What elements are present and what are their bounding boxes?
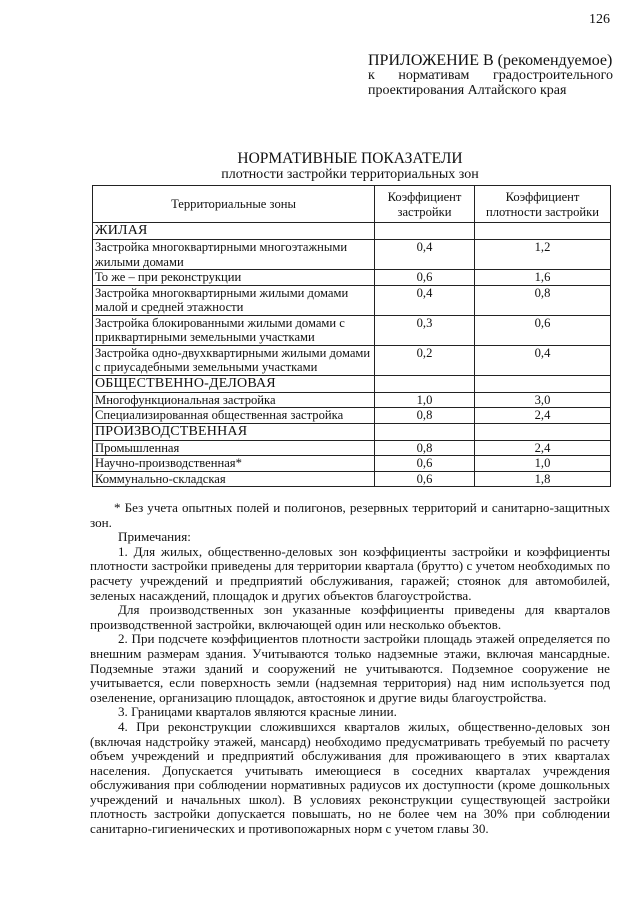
table-header-row bbox=[93, 186, 611, 223]
document-title bbox=[95, 150, 605, 182]
section-row bbox=[93, 375, 611, 392]
coef-density-cell: 3,0 bbox=[475, 392, 611, 408]
table-row bbox=[93, 315, 611, 345]
table-row bbox=[93, 270, 611, 286]
appendix-heading bbox=[368, 52, 613, 98]
note-paragraph: Для производственных зон указанные коэффициенты приведены для кварталов производственной застройки, включающей один или несколько объектов. bbox=[90, 602, 610, 632]
coef-density-cell: 0,8 bbox=[475, 285, 611, 315]
section-row bbox=[93, 223, 611, 240]
table-row bbox=[93, 408, 611, 424]
coef-building-cell: 1,0 bbox=[375, 392, 475, 408]
zone-cell: Застройка многоквартирными многоэтажными жилыми домами bbox=[93, 240, 375, 270]
coef-building-cell: 0,2 bbox=[375, 345, 475, 375]
coef-density-cell: 2,4 bbox=[475, 408, 611, 424]
coef-building-cell: 0,4 bbox=[375, 240, 475, 270]
table-row bbox=[93, 392, 611, 408]
section-name: ОБЩЕСТВЕННО-ДЕЛОВАЯ bbox=[93, 375, 375, 392]
coef-building-cell: 0,6 bbox=[375, 270, 475, 286]
zone-cell: Многофункциональная застройка bbox=[93, 392, 375, 408]
zone-cell: Промышленная bbox=[93, 440, 375, 456]
table-row bbox=[93, 285, 611, 315]
appendix-subtitle-line2: проектирования Алтайского края bbox=[368, 83, 567, 98]
zone-cell: Научно-производственная* bbox=[93, 456, 375, 472]
table-row bbox=[93, 440, 611, 456]
zone-cell: Застройка многоквартирными жилыми домами малой и средней этажности bbox=[93, 285, 375, 315]
coef-density-cell: 1,2 bbox=[475, 240, 611, 270]
notes-heading: Примечания: bbox=[118, 529, 191, 545]
header-zone: Территориальные зоны bbox=[93, 186, 375, 223]
appendix-subtitle-line1: к нормативам градостроительного bbox=[368, 68, 613, 83]
zone-cell: Коммунально-складская bbox=[93, 471, 375, 487]
coef-density-cell: 0,6 bbox=[475, 315, 611, 345]
zone-cell: Застройка блокированными жилыми домами с приквартирными земельными участками bbox=[93, 315, 375, 345]
zone-cell: Застройка одно-двухквартирными жилыми домами с приусадебными земельными участками bbox=[93, 345, 375, 375]
coef-density-cell: 2,4 bbox=[475, 440, 611, 456]
coef-building-cell: 0,8 bbox=[375, 440, 475, 456]
table-row bbox=[93, 345, 611, 375]
coef-building-cell: 0,6 bbox=[375, 471, 475, 487]
coef-building-cell: 0,8 bbox=[375, 408, 475, 424]
table-row bbox=[93, 471, 611, 487]
norms-table bbox=[92, 185, 611, 487]
table-row bbox=[93, 456, 611, 472]
header-coef-density: Коэффициент плотности застройки bbox=[475, 186, 611, 223]
coef-building-cell: 0,3 bbox=[375, 315, 475, 345]
coef-density-cell: 1,0 bbox=[475, 456, 611, 472]
notes-block bbox=[90, 501, 610, 837]
coef-density-cell: 1,8 bbox=[475, 471, 611, 487]
note-paragraph: 2. При подсчете коэффициентов плотности застройки площадь этажей определяется по внешним размерам здания. Учитываются только надземные этажи, включая мансардные. Подземные этажи зданий и сооружений не учитываются. Подземное сооружение не учитывается, если поверхность земли (надземная территория) над ним используется под озеленение, организацию площадок, автостоянок и другие виды благоустройства. bbox=[90, 631, 610, 705]
zone-cell: То же – при реконструкции bbox=[93, 270, 375, 286]
footnote: * Без учета опытных полей и полигонов, резервных территорий и санитарно-защитных зон. bbox=[90, 500, 610, 530]
coef-density-cell: 0,4 bbox=[475, 345, 611, 375]
header-coef-building: Коэффициент застройки bbox=[375, 186, 475, 223]
title-sub: плотности застройки территориальных зон bbox=[221, 167, 479, 182]
note-paragraph: 3. Границами кварталов являются красные линии. bbox=[118, 704, 397, 720]
title-main: НОРМАТИВНЫЕ ПОКАЗАТЕЛИ bbox=[237, 150, 463, 167]
coef-building-cell: 0,4 bbox=[375, 285, 475, 315]
coef-density-cell: 1,6 bbox=[475, 270, 611, 286]
zone-cell: Специализированная общественная застройка bbox=[93, 408, 375, 424]
appendix-title: ПРИЛОЖЕНИЕ В (рекомендуемое) bbox=[368, 52, 613, 69]
note-paragraph: 4. При реконструкции сложившихся кварталов жилых, общественно-деловых зон (включая надстройку этажей, мансард) необходимо предусматривать требуемый по расчету объем учреждений и предприятий обслуживания для проживающего в этих кварталах населения. Допускается учитывать имеющиеся в соседних кварталах учреждения обслуживания при соблюдении нормативных радиусов их доступности (кроме дошкольных учреждений и начальных школ). В условиях реконструкции существующей застройки плотность застройки допускается повышать, но не более чем на 30% при соблюдении санитарно-гигиенических и противопожарных норм с учетом главы 30. bbox=[90, 718, 610, 837]
section-row bbox=[93, 423, 611, 440]
page-number: 126 bbox=[589, 12, 610, 27]
note-paragraph: 1. Для жилых, общественно-деловых зон коэффициенты застройки и коэффициенты плотности застройки приведены для территории квартала (брутто) с учетом необходимых по расчету учреждений и предприятий обслуживания, гаражей; стоянок для автомобилей, зеленых насаждений, площадок и других объектов благоустройства. bbox=[90, 543, 610, 603]
section-name: ЖИЛАЯ bbox=[93, 223, 375, 240]
section-name: ПРОИЗВОДСТВЕННАЯ bbox=[93, 423, 375, 440]
table-row bbox=[93, 240, 611, 270]
coef-building-cell: 0,6 bbox=[375, 456, 475, 472]
